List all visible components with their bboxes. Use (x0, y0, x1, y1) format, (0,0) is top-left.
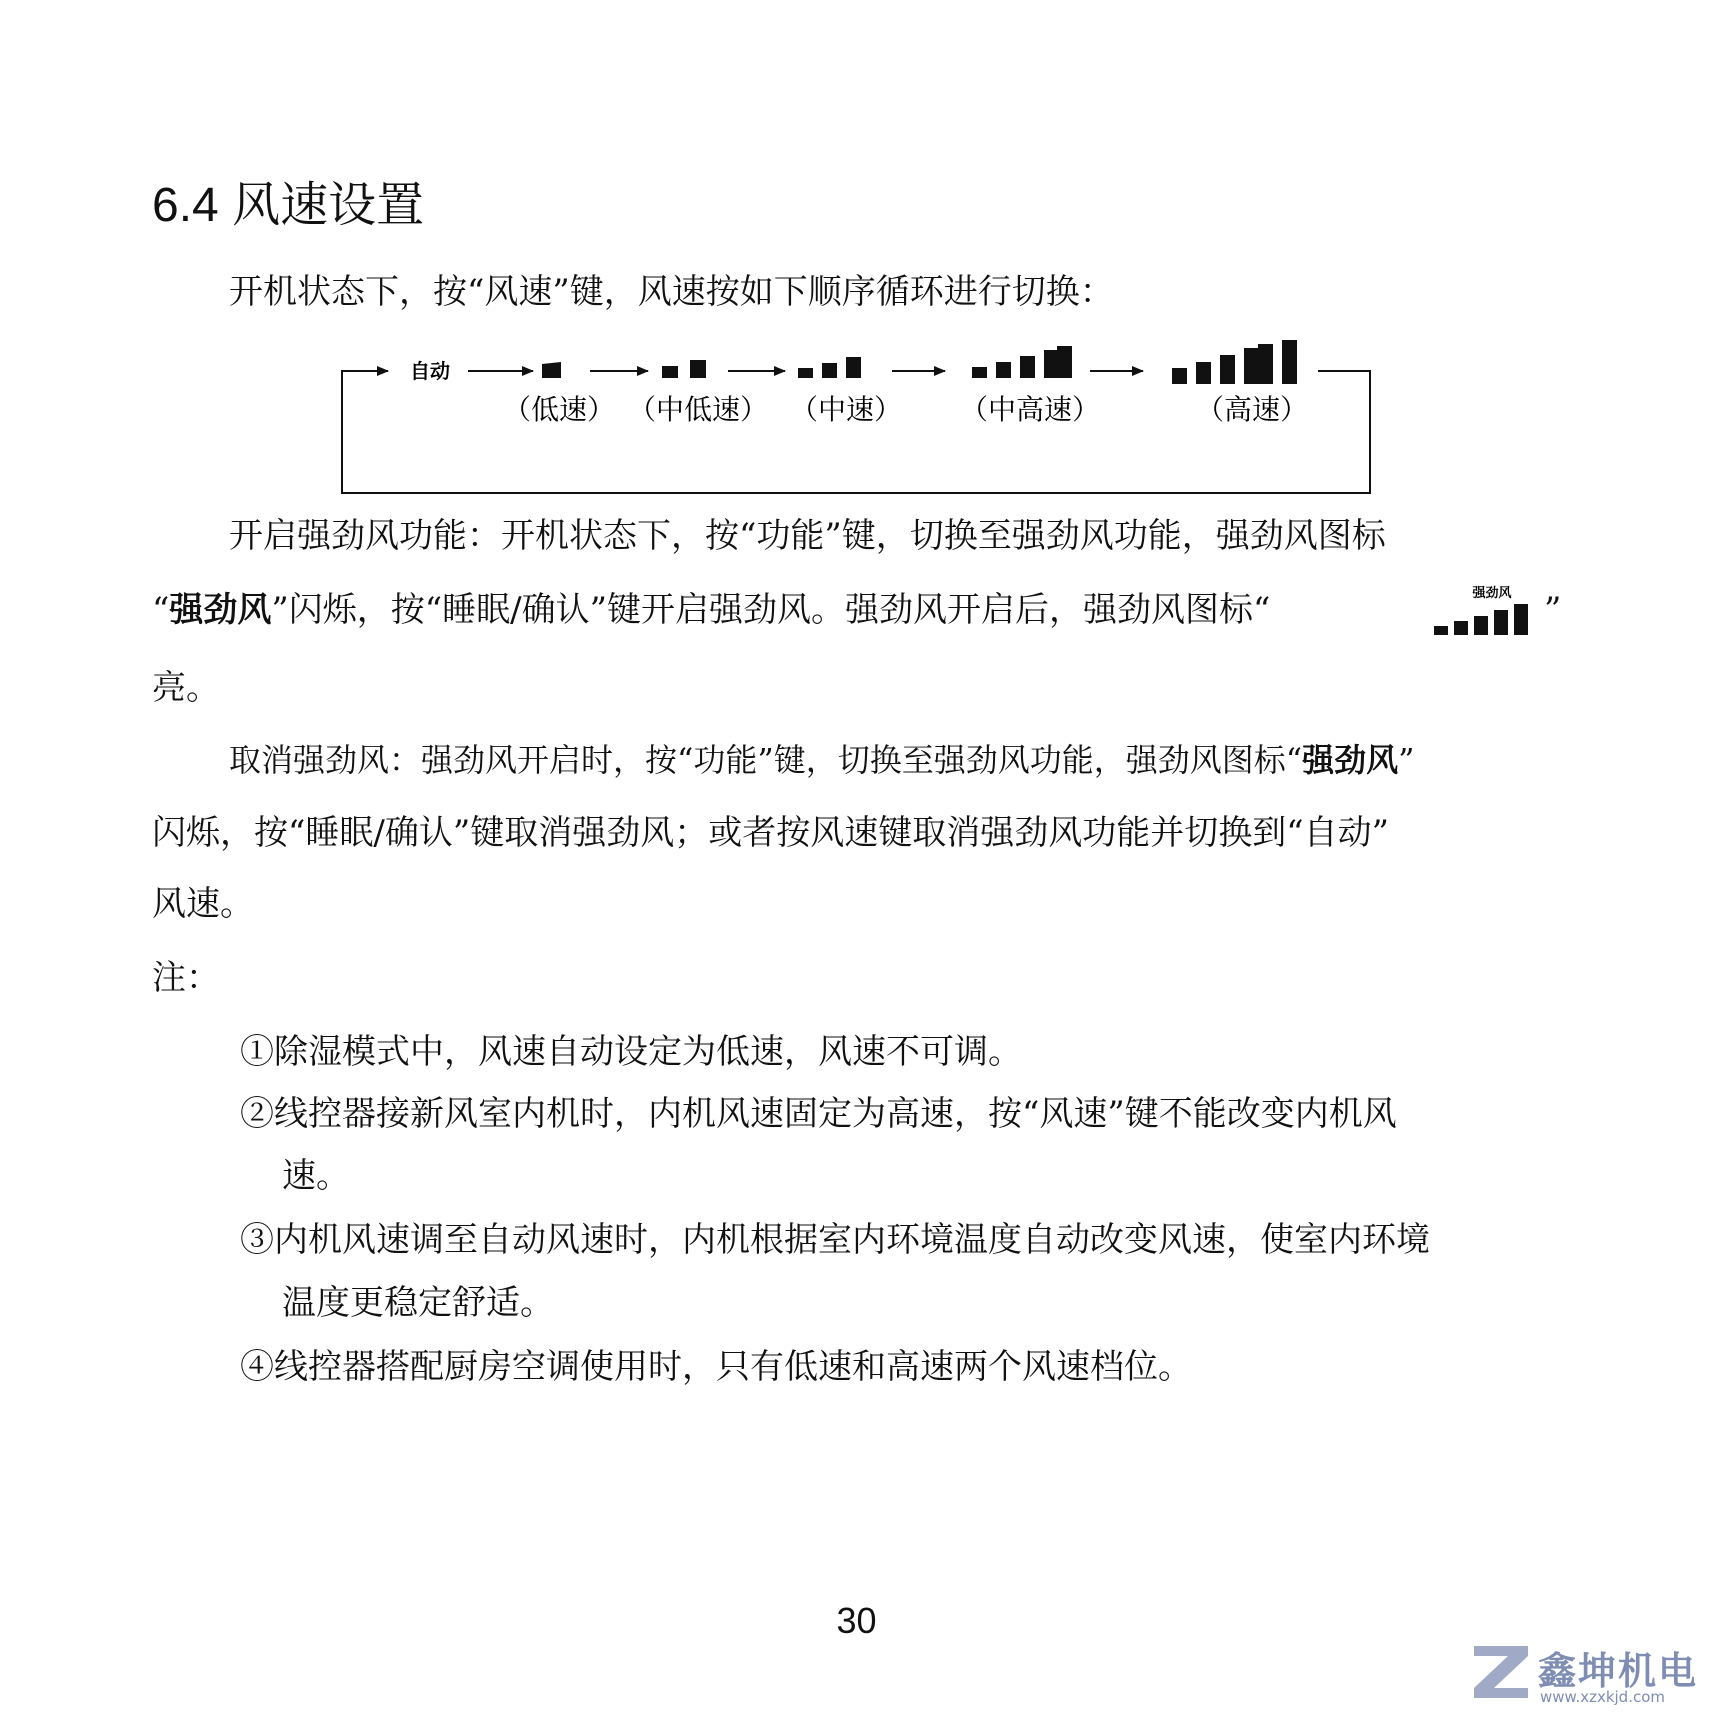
note-item-2: ②线控器接新风室内机时，内机风速固定为高速，按“风速”键不能改变内机风 (240, 1094, 1397, 1134)
notes-heading: 注： (152, 958, 220, 998)
speed-bar-icon (1494, 610, 1508, 635)
turbo-off-line2: 闪烁，按“睡眠/确认”键取消强劲风；或者按风速键取消强劲风功能并切换到“自动” (152, 813, 1389, 853)
speed-bar-icon (690, 360, 706, 378)
turbo-off-line1: 取消强劲风：强劲风开启时，按“功能”键，切换至强劲风功能，强劲风图标“强劲风” (229, 741, 1415, 779)
speed-bar-icon (1057, 346, 1072, 378)
level-label-mid-low: （中低速） (628, 393, 769, 426)
section-title: 6.4 风速设置 (152, 179, 425, 232)
speed-bar-icon (798, 368, 813, 378)
speed-bar-icon (1514, 604, 1528, 635)
note-item-2-cont: 速。 (282, 1156, 350, 1196)
speed-bar-icon (1434, 626, 1448, 635)
speed-bar-icon (846, 357, 861, 378)
page-number: 30 (836, 1600, 877, 1641)
speed-bar-icon (1258, 344, 1273, 384)
turbo-label-bold: 强劲风 (1302, 742, 1399, 778)
speed-bar-icon (1172, 368, 1187, 384)
turbo-on-line1: 开启强劲风功能：开机状态下，按“功能”键，切换至强劲风功能，强劲风图标 (229, 516, 1386, 556)
cycle-loop-line (342, 371, 1370, 493)
speed-bar-icon (542, 362, 561, 378)
speed-bar-icon (972, 367, 987, 378)
level-label-low: （低速） (503, 393, 616, 426)
auto-label: 自动 (410, 361, 450, 383)
note-item-3: ③内机风速调至自动风速时，内机根据室内环境温度自动改变风速，使室内环境 (240, 1220, 1430, 1260)
turbo-label-bold: 强劲风 (169, 591, 272, 629)
note-item-4: ④线控器搭配厨房空调使用时，只有低速和高速两个风速档位。 (240, 1347, 1192, 1387)
note-item-3-cont: 温度更稳定舒适。 (282, 1283, 554, 1323)
speed-bar-icon (1282, 340, 1297, 384)
turbo-on-line2: “强劲风”闪烁，按“睡眠/确认”键开启强劲风。强劲风开启后，强劲风图标“ (152, 590, 1271, 630)
level-label-mid-high: （中高速） (960, 393, 1101, 426)
fan-speed-cycle-diagram (0, 0, 1713, 520)
speed-bar-icon (1454, 621, 1468, 635)
speed-bar-icon (996, 362, 1011, 378)
speed-bar-icon (1020, 356, 1035, 378)
turbo-off-line3: 风速。 (152, 884, 254, 924)
turbo-icon (1430, 580, 1540, 640)
speed-bar-icon (662, 366, 678, 378)
turbo-icon-label: 强劲风 (1472, 585, 1512, 600)
level-label-mid: （中速） (790, 393, 903, 426)
speed-bar-icon (1244, 348, 1259, 384)
level-label-high: （高速） (1196, 393, 1309, 426)
watermark-name: 鑫坤机电 (1538, 1649, 1699, 1693)
watermark-url: www.xzxkjd.com (1540, 1688, 1666, 1706)
turbo-on-line3: 亮。 (152, 668, 220, 708)
speed-bar-icon (1474, 616, 1488, 635)
intro-paragraph: 开机状态下，按“风速”键，风速按如下顺序循环进行切换： (229, 272, 1114, 312)
watermark-logo-icon (1470, 1642, 1534, 1700)
note-item-1: ①除湿模式中，风速自动设定为低速，风速不可调。 (240, 1032, 1022, 1072)
speed-bar-icon (1220, 355, 1235, 384)
speed-bar-icon (1044, 350, 1059, 378)
speed-bar-icon (1196, 362, 1211, 384)
turbo-on-close-quote: ” (1544, 590, 1562, 630)
speed-bar-icon (822, 363, 837, 378)
watermark (1470, 1640, 1710, 1710)
